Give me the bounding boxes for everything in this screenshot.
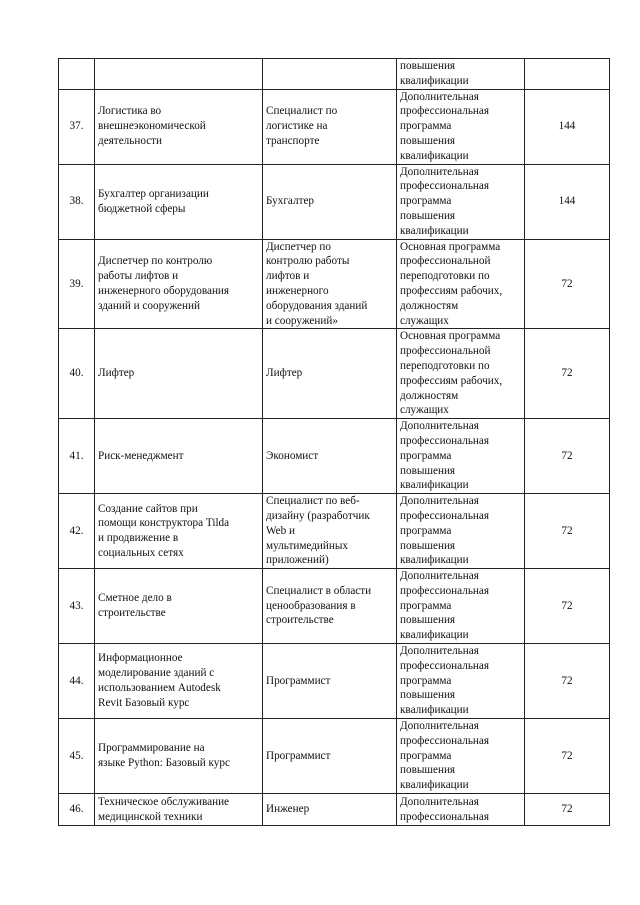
hours-cell bbox=[525, 59, 610, 90]
qualification-cell bbox=[263, 644, 397, 719]
qualification: Программист bbox=[266, 749, 331, 762]
program-type: Основная программа профессиональной переподготовки по профессиям рабочих, должностям служащих bbox=[400, 240, 503, 327]
hours-cell bbox=[525, 719, 610, 794]
table-row bbox=[59, 569, 610, 644]
hours-cell bbox=[525, 644, 610, 719]
program-name: Сметное дело в строительстве bbox=[98, 592, 172, 620]
hours-cell bbox=[525, 494, 610, 569]
table-row bbox=[59, 719, 610, 794]
program-name-cell bbox=[95, 89, 263, 164]
row-number: 40. bbox=[69, 367, 84, 380]
program-type-cell bbox=[397, 89, 525, 164]
program-type-cell bbox=[397, 719, 525, 794]
table-row bbox=[59, 89, 610, 164]
row-number: 46. bbox=[69, 803, 84, 816]
hours: 72 bbox=[561, 674, 573, 687]
program-type: повышения квалификации bbox=[400, 60, 469, 87]
hours-cell bbox=[525, 419, 610, 494]
hours: 144 bbox=[558, 195, 576, 208]
qualification-cell bbox=[263, 494, 397, 569]
program-name: Риск-менеджмент bbox=[98, 449, 184, 462]
qualification-cell bbox=[263, 329, 397, 419]
row-number: 42. bbox=[69, 524, 84, 537]
program-name: Диспетчер по контролю работы лифтов и инженерного оборудования зданий и сооружений bbox=[98, 255, 230, 312]
program-type-cell bbox=[397, 164, 525, 239]
qualification: Инженер bbox=[266, 803, 310, 816]
hours: 72 bbox=[561, 367, 573, 380]
row-number: 45. bbox=[69, 749, 84, 762]
program-name-cell bbox=[95, 329, 263, 419]
program-type: Дополнительная профессиональная программа повышения квалификации bbox=[400, 720, 490, 792]
row-number-cell bbox=[59, 719, 95, 794]
qualification-cell bbox=[263, 239, 397, 329]
program-type-cell bbox=[397, 569, 525, 644]
row-number-cell bbox=[59, 644, 95, 719]
hours-cell bbox=[525, 164, 610, 239]
qualification: Диспетчер по контролю работы лифтов и инженерного оборудования зданий и сооружений» bbox=[266, 240, 368, 327]
row-number-cell bbox=[59, 89, 95, 164]
program-name-cell bbox=[95, 569, 263, 644]
program-type: Дополнительная профессиональная программа повышения квалификации bbox=[400, 570, 490, 642]
program-type: Дополнительная профессиональная программа повышения квалификации bbox=[400, 420, 490, 492]
qualification-cell bbox=[263, 719, 397, 794]
program-type: Дополнительная профессиональная bbox=[400, 795, 490, 823]
row-number: 44. bbox=[69, 674, 84, 687]
program-name: Информационное моделирование зданий с использованием Autodesk Revit Базовый курс bbox=[98, 652, 221, 709]
qualification-cell bbox=[263, 59, 397, 90]
row-number-cell bbox=[59, 419, 95, 494]
hours: 144 bbox=[558, 120, 576, 133]
program-type: Основная программа профессиональной переподготовки по профессиям рабочих, должностям служащих bbox=[400, 330, 503, 417]
program-name-cell bbox=[95, 59, 263, 90]
program-name: Бухгалтер организации бюджетной сферы bbox=[98, 187, 209, 215]
row-number: 39. bbox=[69, 277, 84, 290]
row-number: 38. bbox=[69, 195, 84, 208]
hours-cell bbox=[525, 329, 610, 419]
program-name-cell bbox=[95, 164, 263, 239]
program-type: Дополнительная профессиональная программа повышения квалификации bbox=[400, 165, 490, 237]
table-row bbox=[59, 59, 610, 90]
qualification: Специалист по веб- дизайну (разработчик Web и мультимедийных приложений) bbox=[266, 495, 370, 567]
program-name-cell bbox=[95, 239, 263, 329]
qualification: Специалист по логистике на транспорте bbox=[266, 105, 338, 147]
row-number-cell bbox=[59, 794, 95, 826]
program-type-cell bbox=[397, 59, 525, 90]
programs-table bbox=[58, 58, 610, 826]
hours: 72 bbox=[561, 524, 573, 537]
hours-cell bbox=[525, 794, 610, 826]
row-number-cell bbox=[59, 329, 95, 419]
program-type-cell bbox=[397, 494, 525, 569]
qualification: Специалист в области ценообразования в строительстве bbox=[266, 584, 372, 627]
qualification: Бухгалтер bbox=[266, 195, 315, 208]
qualification: Лифтер bbox=[266, 367, 303, 380]
row-number-cell bbox=[59, 239, 95, 329]
programs-table-body bbox=[59, 59, 610, 826]
program-name: Логистика во внешнеэкономической деятельности bbox=[98, 105, 206, 147]
row-number-cell bbox=[59, 569, 95, 644]
program-name: Программирование на языке Python: Базовый курс bbox=[98, 742, 230, 770]
hours-cell bbox=[525, 89, 610, 164]
hours-cell bbox=[525, 569, 610, 644]
program-type: Дополнительная профессиональная программа повышения квалификации bbox=[400, 90, 490, 162]
program-name-cell bbox=[95, 494, 263, 569]
qualification-cell bbox=[263, 89, 397, 164]
program-name-cell bbox=[95, 419, 263, 494]
program-type: Дополнительная профессиональная программа повышения квалификации bbox=[400, 645, 490, 717]
row-number-cell bbox=[59, 59, 95, 90]
program-type-cell bbox=[397, 239, 525, 329]
program-name-cell bbox=[95, 644, 263, 719]
table-row bbox=[59, 794, 610, 826]
hours-cell bbox=[525, 239, 610, 329]
hours: 72 bbox=[561, 277, 573, 290]
qualification-cell bbox=[263, 569, 397, 644]
hours: 72 bbox=[561, 749, 573, 762]
row-number: 37. bbox=[69, 120, 84, 133]
qualification-cell bbox=[263, 419, 397, 494]
program-name: Техническое обслуживание медицинской техники bbox=[98, 795, 230, 823]
table-row bbox=[59, 164, 610, 239]
qualification: Программист bbox=[266, 674, 331, 687]
qualification-cell bbox=[263, 164, 397, 239]
qualification-cell bbox=[263, 794, 397, 826]
program-name: Лифтер bbox=[98, 367, 135, 380]
program-type: Дополнительная профессиональная программа повышения квалификации bbox=[400, 495, 490, 567]
program-name-cell bbox=[95, 719, 263, 794]
program-type-cell bbox=[397, 644, 525, 719]
program-name: Создание сайтов при помощи конструктора Tilda и продвижение в социальных сетях bbox=[98, 502, 230, 559]
row-number-cell bbox=[59, 164, 95, 239]
qualification: Экономист bbox=[266, 449, 319, 462]
program-name-cell bbox=[95, 794, 263, 826]
table-row bbox=[59, 329, 610, 419]
table-row bbox=[59, 239, 610, 329]
row-number: 43. bbox=[69, 599, 84, 612]
hours: 72 bbox=[561, 449, 573, 462]
table-row bbox=[59, 644, 610, 719]
program-type-cell bbox=[397, 794, 525, 826]
row-number: 41. bbox=[69, 449, 84, 462]
table-row bbox=[59, 494, 610, 569]
program-type-cell bbox=[397, 419, 525, 494]
hours: 72 bbox=[561, 599, 573, 612]
program-type-cell bbox=[397, 329, 525, 419]
table-row bbox=[59, 419, 610, 494]
row-number-cell bbox=[59, 494, 95, 569]
hours: 72 bbox=[561, 803, 573, 816]
